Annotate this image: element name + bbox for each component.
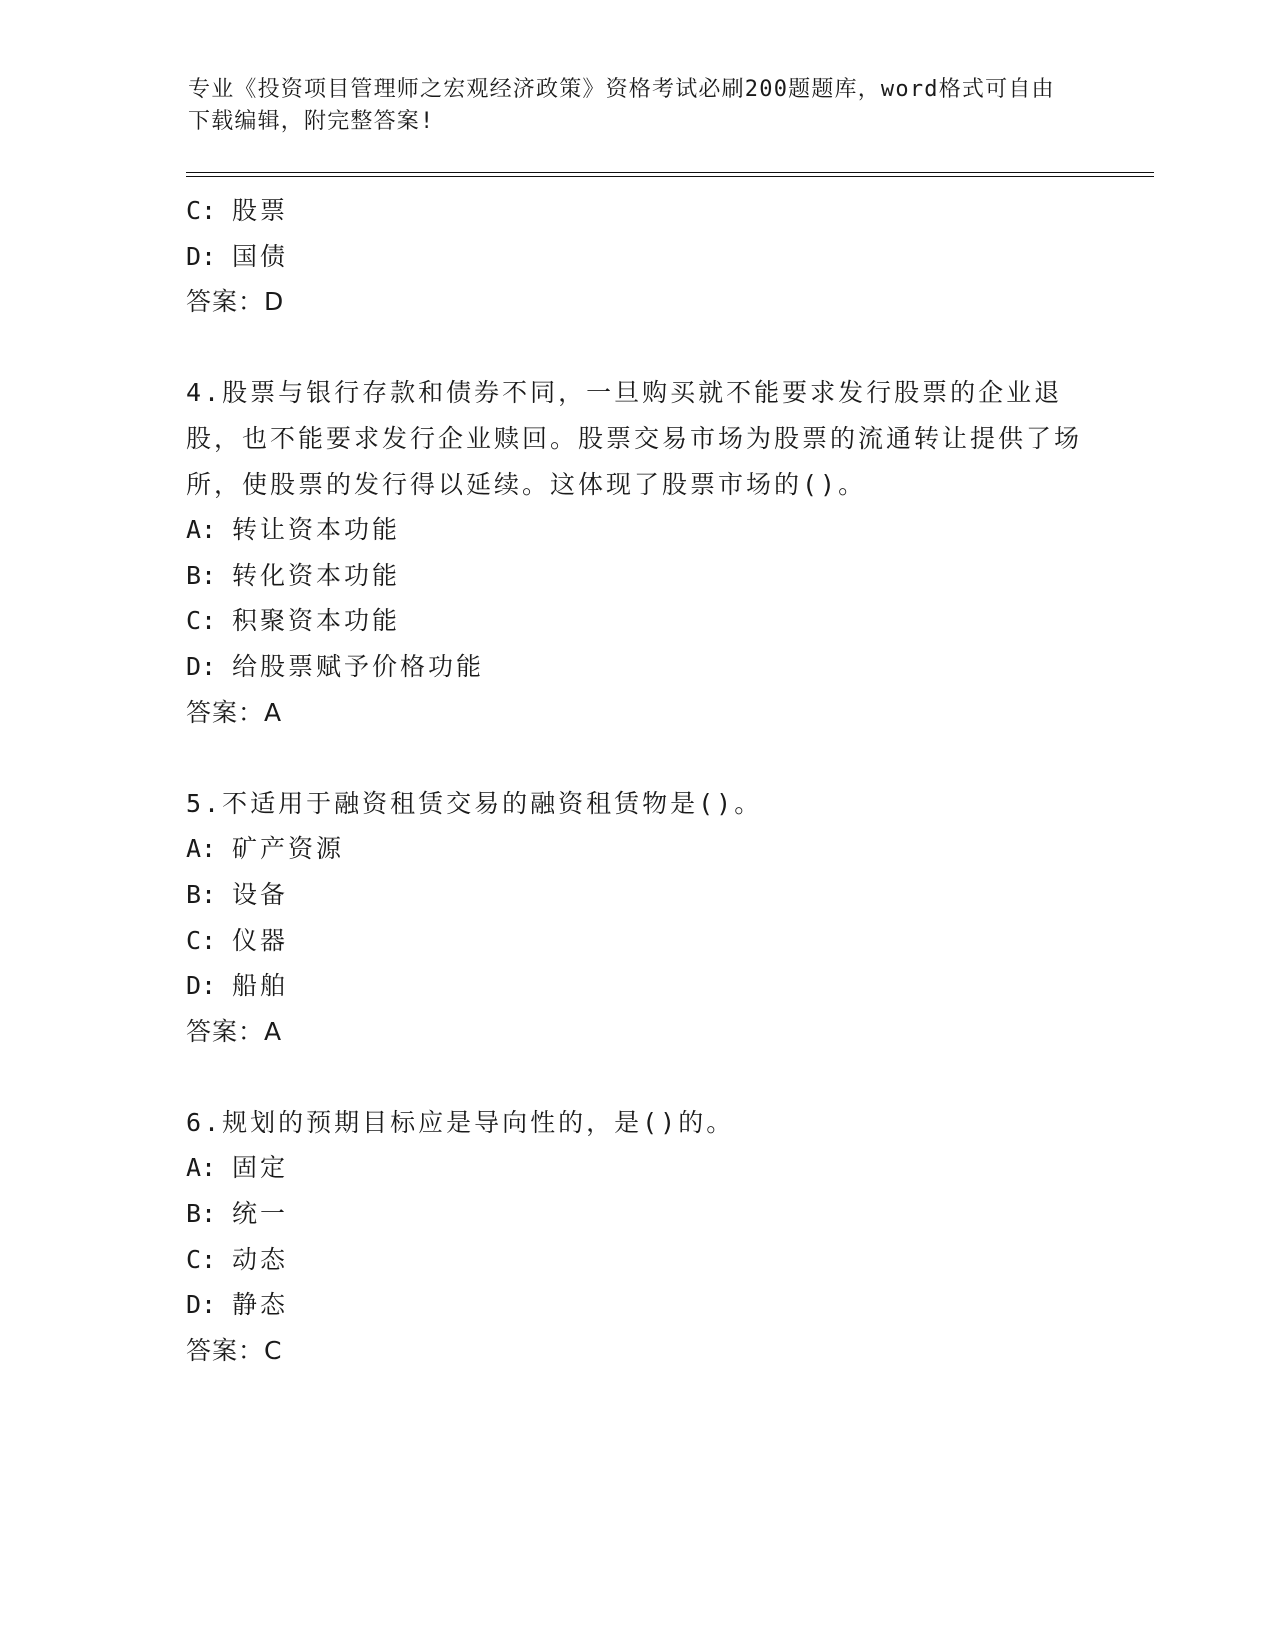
- question-5: [186, 781, 1086, 1055]
- option-a: A: 矿产资源: [186, 834, 345, 864]
- question-4: [186, 370, 1086, 735]
- question-6: [186, 1100, 1086, 1374]
- question-fragment: [186, 188, 1086, 325]
- answer: 答案：D: [186, 287, 285, 317]
- question-content: [186, 188, 1086, 1373]
- option-c: C: 积聚资本功能: [186, 606, 401, 636]
- question-stem: 6.规划的预期目标应是导向性的，是()的。: [186, 1107, 735, 1137]
- option-d: D: 给股票赋予价格功能: [186, 651, 485, 681]
- option-c: C: 股票: [186, 196, 289, 225]
- option-d: D: 静态: [186, 1290, 289, 1320]
- answer: 答案：A: [186, 1016, 283, 1046]
- answer: 答案：C: [186, 1335, 283, 1365]
- option-a: A: 固定: [186, 1153, 289, 1183]
- option-a: A: 转让资本功能: [186, 515, 401, 545]
- header-rule-top: [186, 172, 1154, 173]
- option-d: D: 船舶: [186, 971, 289, 1001]
- document-header: 专业《投资项目管理师之宏观经济政策》资格考试必刷200题题库，word格式可自由下载编辑，附完整答案!: [188, 77, 1055, 134]
- option-b: B: 设备: [186, 879, 289, 909]
- question-stem: 4.股票与银行存款和债券不同，一旦购买就不能要求发行股票的企业退股，也不能要求发行企业赎回。股票交易市场为股票的流通转让提供了场所，使股票的发行得以延续。这体现了股票市场的()。: [186, 378, 1083, 499]
- option-c: C: 动态: [186, 1244, 289, 1274]
- option-b: B: 转化资本功能: [186, 560, 401, 590]
- question-stem: 5.不适用于融资租赁交易的融资租赁物是()。: [186, 788, 763, 818]
- option-c: C: 仪器: [186, 925, 289, 955]
- answer: 答案：A: [186, 697, 283, 727]
- option-d: D: 国债: [186, 241, 289, 271]
- header-rule-bottom: [186, 176, 1154, 177]
- option-b: B: 统一: [186, 1199, 289, 1229]
